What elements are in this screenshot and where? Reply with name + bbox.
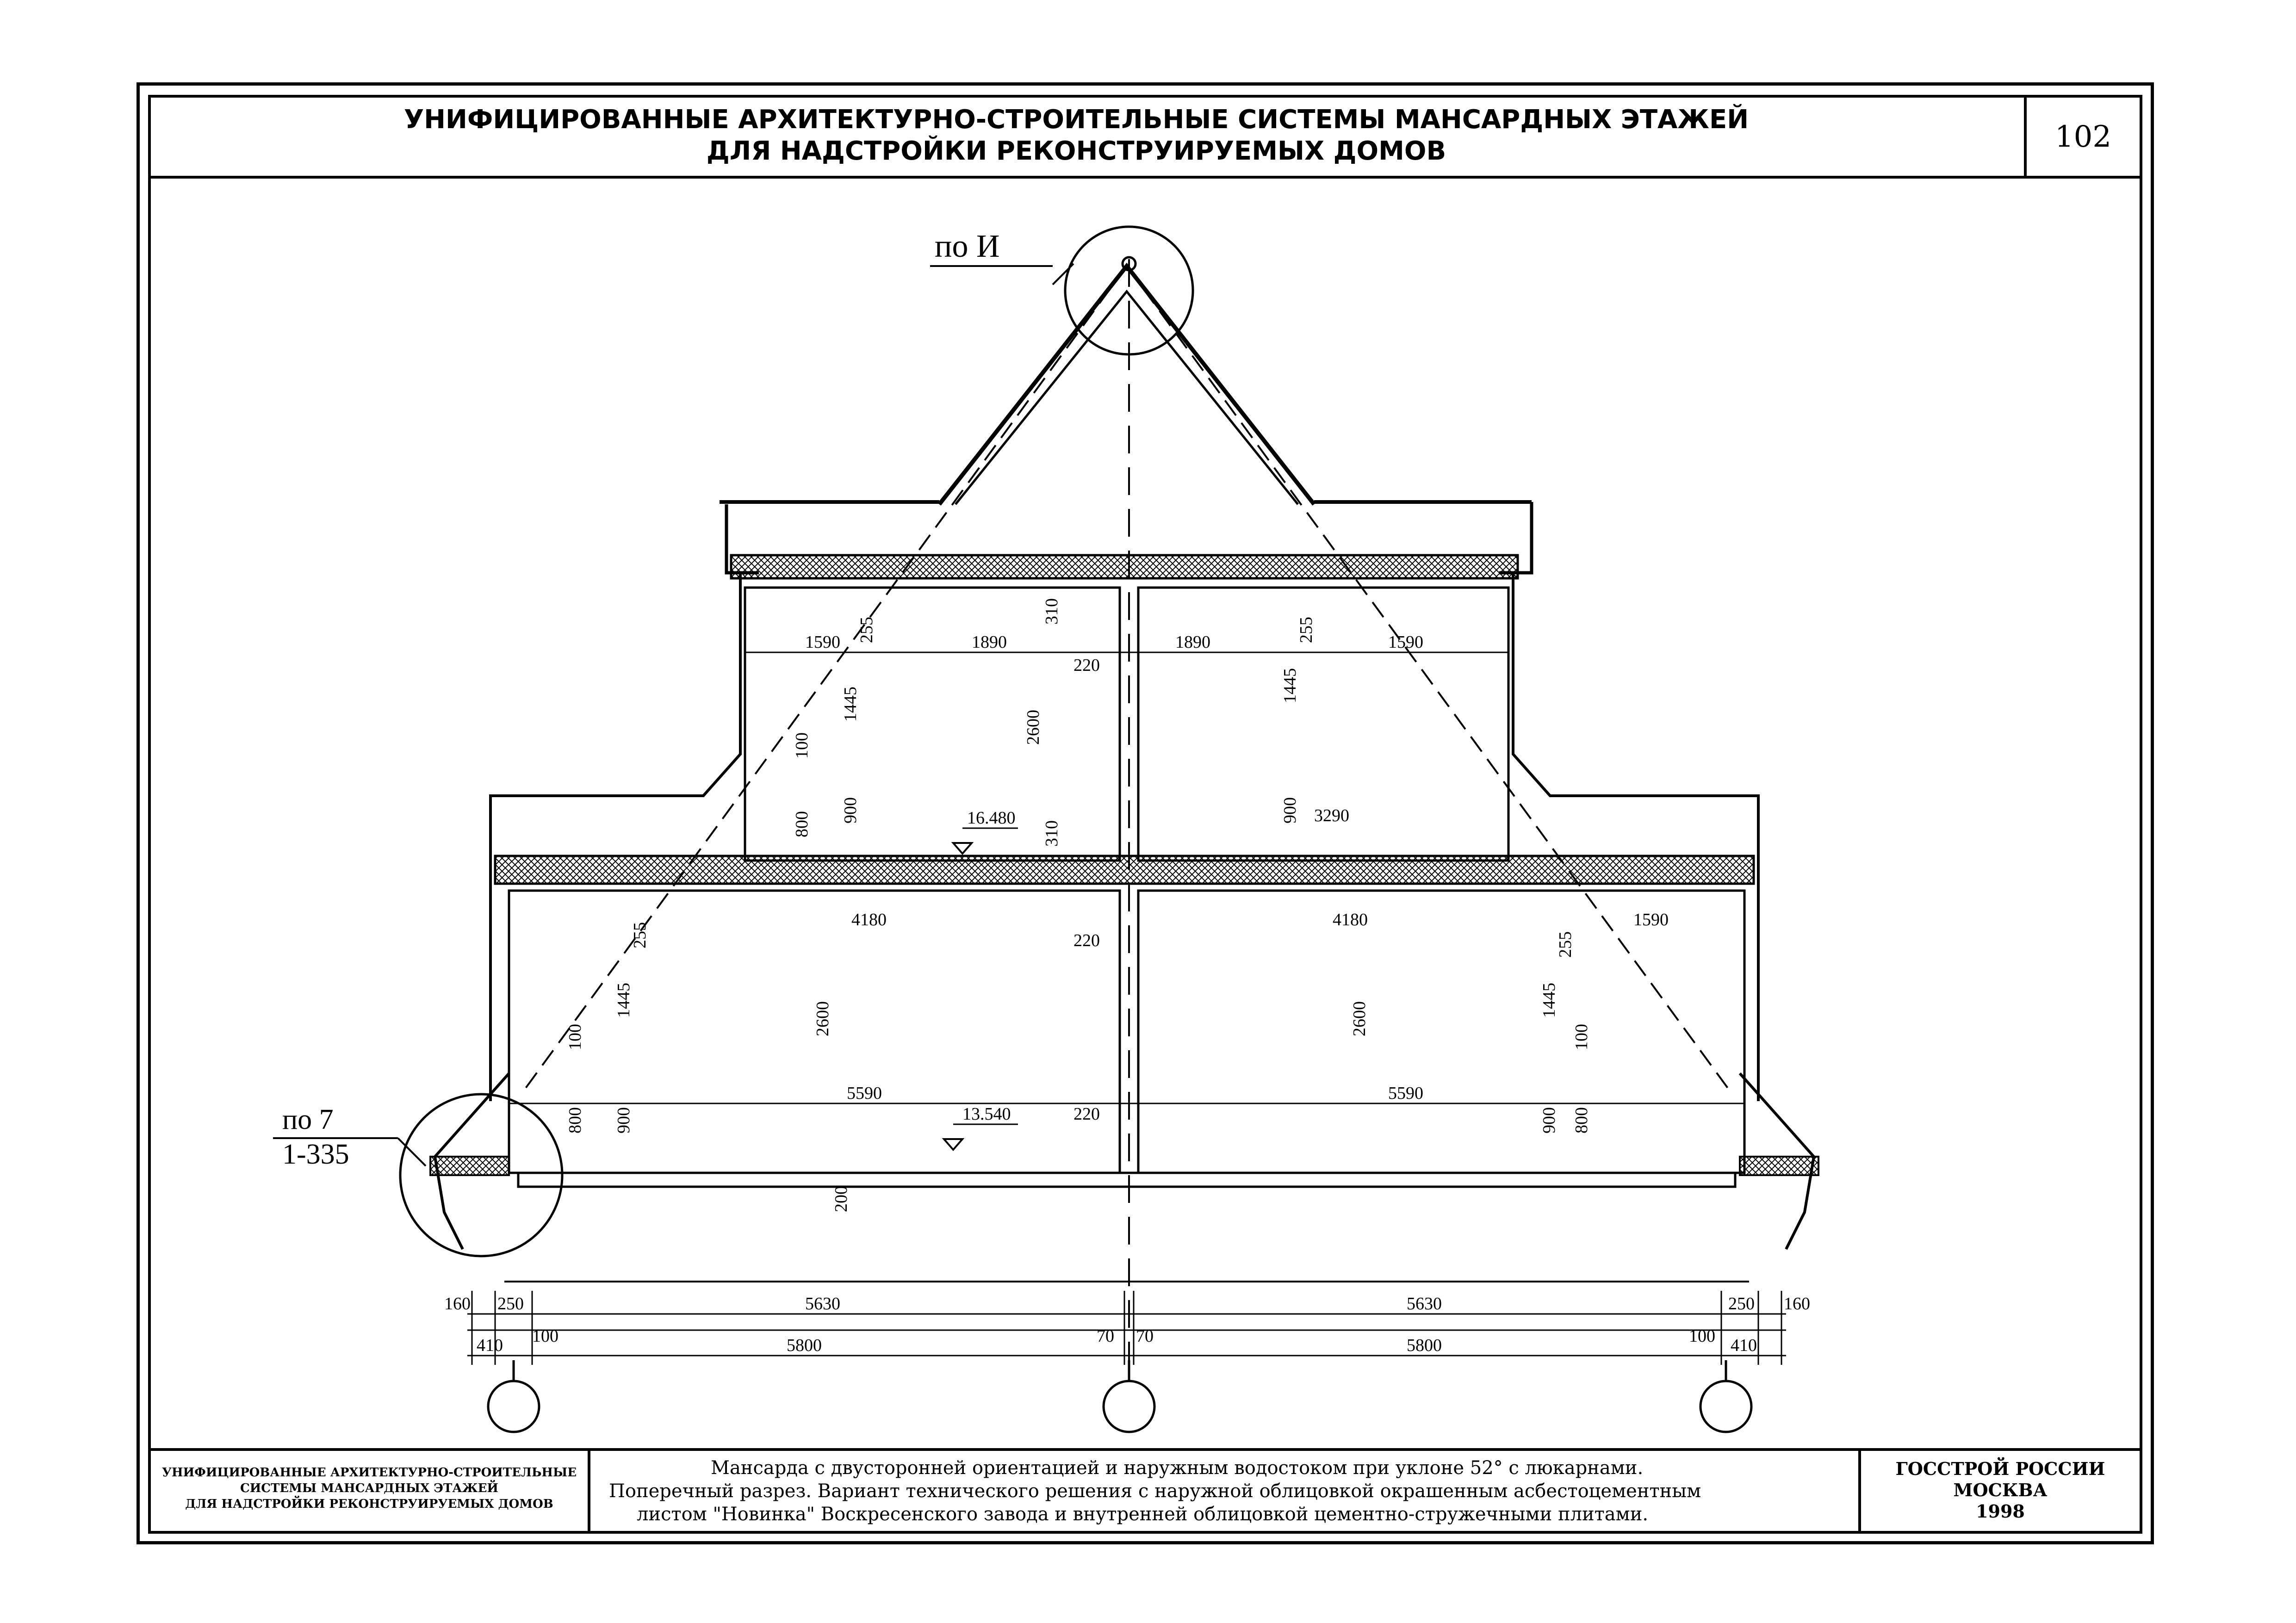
base-slab bbox=[518, 1173, 1735, 1187]
level-lower: 13.540 bbox=[962, 1104, 1011, 1124]
dim-base-410-right: 410 bbox=[1731, 1336, 1757, 1355]
dim-base-160-left: 160 bbox=[444, 1294, 471, 1313]
dim-base-250-left: 250 bbox=[497, 1294, 524, 1313]
eave-slab-right bbox=[1740, 1157, 1818, 1175]
lower-dimensions bbox=[565, 910, 1669, 1212]
dim-base-5630-left: 5630 bbox=[805, 1294, 840, 1313]
eave-callout-top: по 7 bbox=[282, 1104, 334, 1135]
base-dimensions bbox=[444, 1294, 1810, 1355]
dim-base-100-left: 100 bbox=[532, 1326, 558, 1346]
dim-lower-800-left: 800 bbox=[565, 1107, 585, 1134]
dim-lower-2600-left: 2600 bbox=[813, 1001, 832, 1036]
title-block bbox=[151, 1448, 2140, 1531]
axis-bubble-left bbox=[488, 1381, 539, 1432]
dim-upper-100: 100 bbox=[792, 732, 812, 759]
dim-lower-255-left: 255 bbox=[630, 922, 650, 948]
rafter-lines bbox=[523, 266, 1731, 1092]
dim-upper-255-left: 255 bbox=[857, 617, 876, 643]
ridge-detail-circle bbox=[1065, 227, 1193, 354]
organization-city: МОСКВА bbox=[1953, 1480, 2048, 1500]
upper-roof-slab bbox=[731, 555, 1518, 578]
dim-upper-1590-right: 1590 bbox=[1388, 632, 1423, 652]
sheet-number: 102 bbox=[2024, 98, 2140, 176]
lower-floor-outline-right bbox=[1138, 891, 1744, 1173]
dim-lower-4180-left: 4180 bbox=[851, 910, 887, 929]
upper-dimensions bbox=[792, 598, 1423, 847]
dim-base-100-right: 100 bbox=[1689, 1326, 1715, 1346]
dim-lower-2600-right: 2600 bbox=[1350, 1001, 1369, 1036]
level-marker-upper bbox=[953, 843, 972, 854]
title-block-organization bbox=[1858, 1451, 2140, 1531]
roof-gable bbox=[720, 266, 1532, 573]
dim-lower-1445-left: 1445 bbox=[614, 983, 633, 1018]
ridge-callout-leader bbox=[1053, 264, 1074, 285]
dim-lower-800-right: 800 bbox=[1572, 1107, 1591, 1134]
dim-upper-900-left: 900 bbox=[841, 797, 860, 824]
dim-upper-220: 220 bbox=[1074, 656, 1100, 675]
dim-lower-900-left: 900 bbox=[614, 1107, 633, 1134]
dim-base-70-left: 70 bbox=[1097, 1326, 1114, 1346]
ridge-callout-label: по И bbox=[935, 229, 1000, 264]
dim-lower-1590: 1590 bbox=[1633, 910, 1669, 929]
organization-name: ГОССТРОЙ РОССИИ bbox=[1895, 1458, 2105, 1479]
dim-upper-255-right: 255 bbox=[1297, 617, 1316, 643]
series-line-2: СИСТЕМЫ МАНСАРДНЫХ ЭТАЖЕЙ bbox=[240, 1481, 498, 1495]
dim-upper-1890-left: 1890 bbox=[972, 632, 1007, 652]
description-line-3: листом "Новинка" Воскресенского завода и внутренней облицовкой цементно-стружечными плитами. bbox=[637, 1504, 1649, 1525]
dim-upper-900-right: 900 bbox=[1280, 797, 1300, 824]
axis-bubble-center bbox=[1104, 1381, 1154, 1432]
dim-upper-1590-left: 1590 bbox=[805, 632, 840, 652]
dim-base-160-right: 160 bbox=[1784, 1294, 1810, 1313]
dim-base-5800-left: 5800 bbox=[787, 1336, 822, 1355]
dim-base-5630-right: 5630 bbox=[1407, 1294, 1442, 1313]
level-upper: 16.480 bbox=[967, 808, 1016, 828]
description-line-2: Поперечный разрез. Вариант технического решения с наружной облицовкой окрашенным асбестоцементным bbox=[609, 1481, 1701, 1502]
dim-upper-1890-right: 1890 bbox=[1175, 632, 1210, 652]
dim-upper-3290: 3290 bbox=[1314, 806, 1349, 825]
dim-base-250-right: 250 bbox=[1728, 1294, 1755, 1313]
dim-lower-220-bottom: 220 bbox=[1074, 1104, 1100, 1124]
dim-lower-1445-right: 1445 bbox=[1539, 983, 1559, 1018]
lower-floor-slab bbox=[495, 856, 1754, 884]
dim-base-410-left: 410 bbox=[477, 1336, 503, 1355]
dim-base-70-right: 70 bbox=[1136, 1326, 1154, 1346]
eave-callout-bottom: 1-335 bbox=[282, 1139, 349, 1170]
dim-upper-310-bottom: 310 bbox=[1042, 820, 1061, 847]
sheet-title-line-2: ДЛЯ НАДСТРОЙКИ РЕКОНСТРУИРУЕМЫХ ДОМОВ bbox=[706, 136, 1446, 166]
title-block-description bbox=[590, 1451, 1858, 1531]
dim-lower-4180-right: 4180 bbox=[1333, 910, 1368, 929]
dim-base-5800-right: 5800 bbox=[1407, 1336, 1442, 1355]
dim-upper-1445-left: 1445 bbox=[841, 687, 860, 722]
series-line-1: УНИФИЦИРОВАННЫЕ АРХИТЕКТУРНО-СТРОИТЕЛЬНЫЕ bbox=[161, 1466, 577, 1480]
dim-lower-255-right: 255 bbox=[1556, 931, 1575, 958]
dim-lower-220-top: 220 bbox=[1074, 931, 1100, 950]
dim-upper-1445-right: 1445 bbox=[1280, 668, 1300, 703]
axis-bubble-right bbox=[1700, 1381, 1751, 1432]
dim-upper-800: 800 bbox=[792, 811, 812, 837]
description-line-1: Мансарда с двусторонней ориентацией и наружным водостоком при уклоне 52° с люкарнами. bbox=[711, 1457, 1644, 1479]
dim-lower-100-right: 100 bbox=[1572, 1024, 1591, 1050]
dim-upper-2600: 2600 bbox=[1024, 710, 1043, 745]
dim-lower-5590-left: 5590 bbox=[847, 1084, 882, 1103]
dim-upper-310-top: 310 bbox=[1042, 598, 1061, 625]
base-dimension-lines bbox=[467, 1291, 1786, 1365]
dim-lower-200: 200 bbox=[832, 1186, 851, 1212]
dim-lower-5590-right: 5590 bbox=[1388, 1084, 1423, 1103]
dim-lower-100-left: 100 bbox=[565, 1024, 585, 1050]
level-marker-lower bbox=[944, 1139, 962, 1150]
sheet-title-line-1: УНИФИЦИРОВАННЫЕ АРХИТЕКТУРНО-СТРОИТЕЛЬНЫЕ СИСТЕМЫ МАНСАРДНЫХ ЭТАЖЕЙ bbox=[403, 105, 1749, 135]
series-line-3: ДЛЯ НАДСТРОЙКИ РЕКОНСТРУИРУЕМЫХ ДОМОВ bbox=[185, 1497, 553, 1511]
organization-year: 1998 bbox=[1976, 1501, 2025, 1522]
dim-lower-900-right: 900 bbox=[1539, 1107, 1559, 1134]
axis-bubbles bbox=[488, 1360, 1751, 1432]
title-block-series bbox=[151, 1451, 590, 1531]
eave-slab-left bbox=[430, 1157, 509, 1175]
